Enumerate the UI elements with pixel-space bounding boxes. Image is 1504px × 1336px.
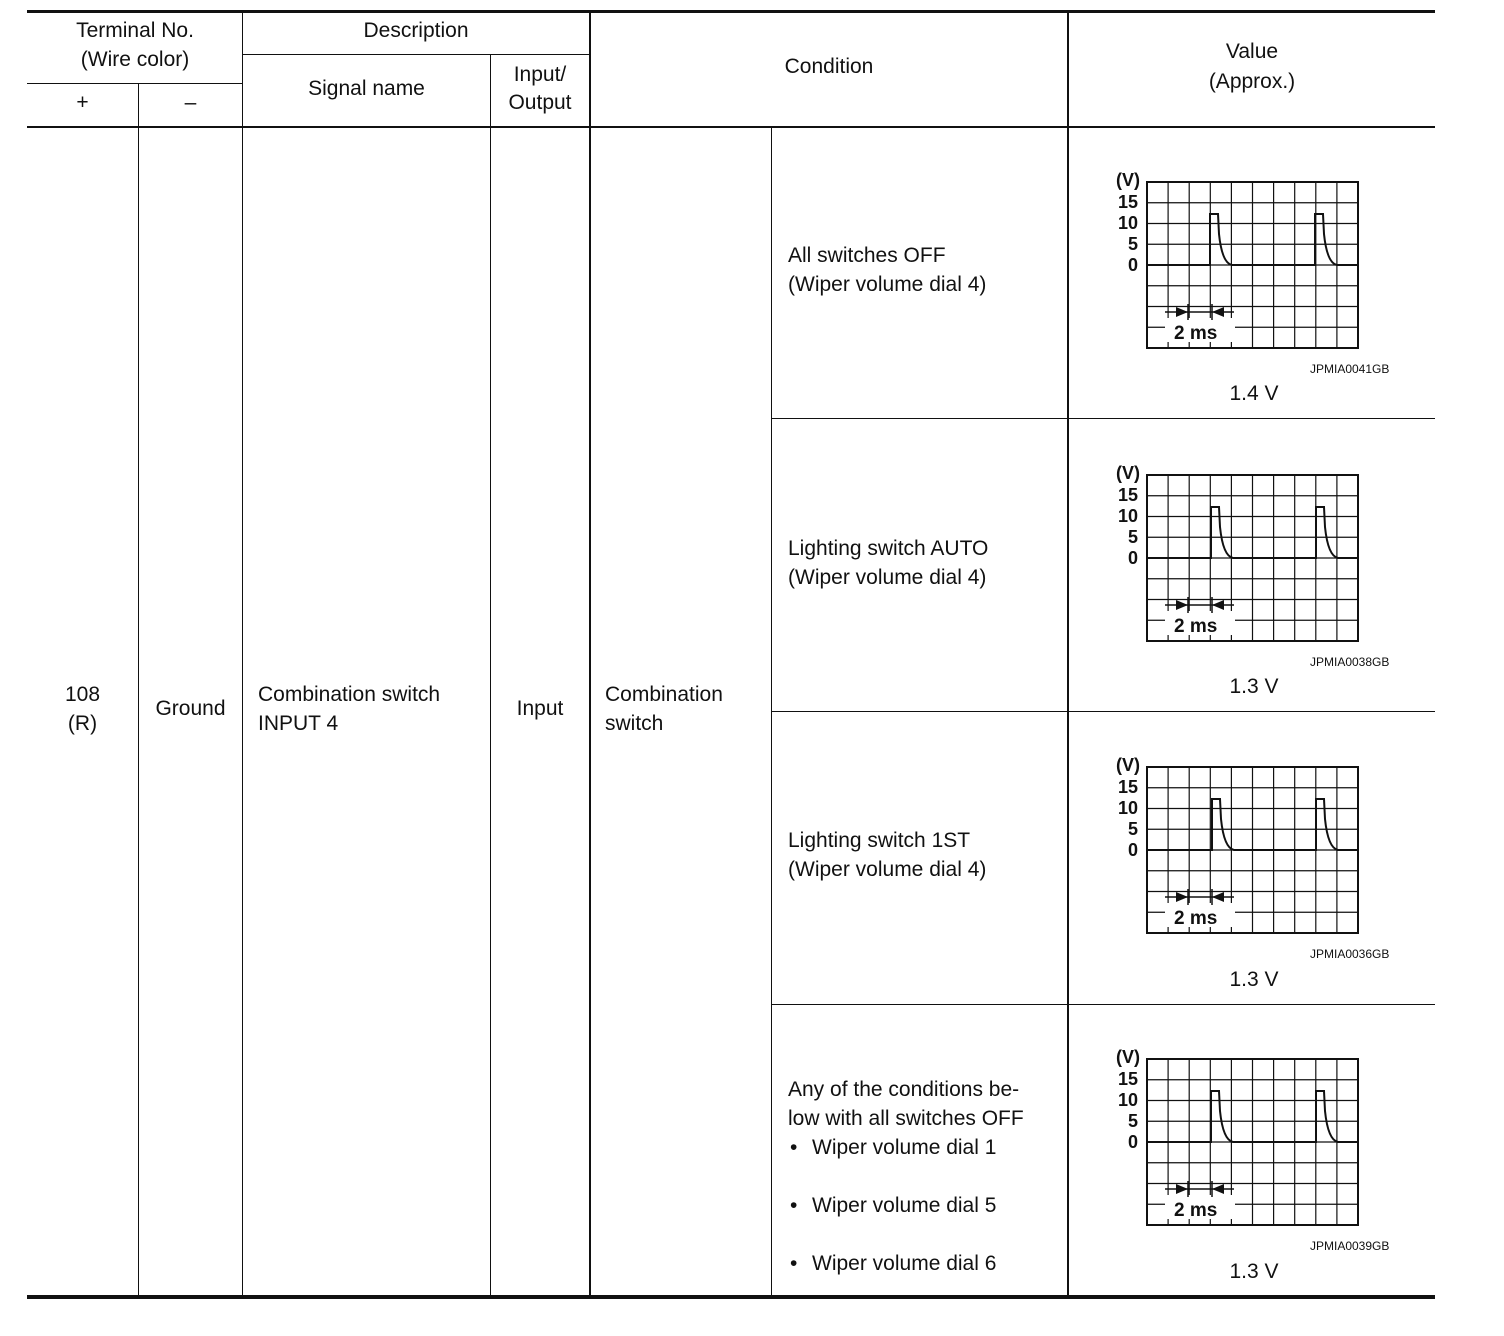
scope-1-tick-0: 0: [1128, 255, 1139, 275]
scope-4-unit: (V): [1116, 1047, 1140, 1067]
header-signal-name: Signal name: [308, 77, 425, 100]
scope-4-tick-0: 0: [1128, 1132, 1139, 1152]
table-top-border: [27, 10, 1435, 13]
scope-3-unit: (V): [1116, 755, 1140, 775]
header-wire-color: (Wire color): [80, 48, 190, 71]
header-terminal-no: Terminal No.: [76, 19, 194, 42]
table-bottom-border: [27, 1295, 1435, 1299]
row-divider-2: [772, 711, 1435, 712]
waveform-graphic-2: [1110, 461, 1410, 661]
oscilloscope-figure-1: [1110, 168, 1410, 408]
col-divider-plus-minus: [138, 84, 139, 1297]
scope-1-tick-5: 5: [1128, 234, 1139, 254]
condition-main-line2: switch: [605, 712, 664, 735]
scope-3-tick-10: 10: [1118, 798, 1139, 818]
sub-condition-2-line1: Lighting switch AUTO: [788, 537, 989, 560]
scope-2-tick-5: 5: [1128, 527, 1139, 547]
minus-terminal: Ground: [155, 697, 226, 720]
time-scale-arrow-right: [1176, 1184, 1188, 1194]
header-minus: –: [184, 91, 197, 114]
header-approx: (Approx.): [1208, 70, 1296, 93]
col-divider-description-condition: [589, 12, 591, 1297]
time-scale-arrow-left: [1212, 892, 1224, 902]
scope-2-time-scale: 2 ms: [1174, 616, 1218, 637]
header-description: Description: [363, 19, 469, 42]
scope-4-tick-5: 5: [1128, 1111, 1139, 1131]
time-scale-arrow-left: [1212, 307, 1224, 317]
scope-2-figure-id: JPMIA0038GB: [1310, 655, 1390, 669]
sub-condition-4-bullet-1: • Wiper volume dial 1: [788, 1133, 1504, 1162]
value-2: 1.3 V: [1229, 675, 1279, 698]
scope-4-figure-id: JPMIA0039GB: [1310, 1239, 1390, 1253]
io-value: Input: [516, 697, 564, 720]
sub-condition-4-bullet-3: • Wiper volume dial 6: [788, 1249, 1504, 1278]
header-value: Value: [1225, 40, 1279, 63]
row-divider-3: [772, 1004, 1435, 1005]
time-scale-arrow-left: [1212, 600, 1224, 610]
col-divider-terminal-description: [242, 12, 243, 1297]
waveform-graphic-3: [1110, 753, 1410, 953]
oscilloscope-figure-4: [1110, 1045, 1410, 1285]
header-condition: Condition: [784, 55, 874, 78]
value-1: 1.4 V: [1229, 382, 1279, 405]
scope-3-tick-0: 0: [1128, 840, 1139, 860]
scope-4-time-scale: 2 ms: [1174, 1200, 1218, 1221]
time-scale-arrow-right: [1176, 892, 1188, 902]
sub-condition-4-line1: Any of the conditions be-: [788, 1078, 1020, 1101]
time-scale-arrow-right: [1176, 307, 1188, 317]
scope-4-tick-15: 15: [1118, 1069, 1139, 1089]
terminal-wire-color: (R): [67, 712, 98, 735]
col-divider-condition-value: [1067, 12, 1069, 1297]
waveform-graphic-1: [1110, 168, 1410, 368]
sub-condition-2-line2: (Wiper volume dial 4): [788, 566, 987, 589]
scope-2-tick-0: 0: [1128, 548, 1139, 568]
scope-1-figure-id: JPMIA0041GB: [1310, 362, 1390, 376]
sub-condition-1-line1: All switches OFF: [788, 244, 946, 267]
col-divider-signal-io: [490, 55, 491, 1297]
header-plus: +: [76, 91, 89, 114]
scope-4-tick-10: 10: [1118, 1090, 1139, 1110]
oscilloscope-figure-2: [1110, 461, 1410, 701]
time-scale-arrow-right: [1176, 600, 1188, 610]
header-input: Input/: [513, 63, 567, 86]
scope-2-tick-15: 15: [1118, 485, 1139, 505]
sub-condition-1-line2: (Wiper volume dial 4): [788, 273, 987, 296]
row-divider-1: [772, 418, 1435, 419]
header-output: Output: [508, 91, 572, 114]
value-4: 1.3 V: [1229, 1260, 1279, 1283]
scope-1-tick-15: 15: [1118, 192, 1139, 212]
value-3: 1.3 V: [1229, 968, 1279, 991]
header-divider-description: [243, 54, 589, 55]
oscilloscope-figure-3: [1110, 753, 1410, 993]
col-divider-condition-sub: [771, 127, 772, 1297]
scope-3-time-scale: 2 ms: [1174, 908, 1218, 929]
terminal-number: 108: [64, 683, 101, 706]
signal-name-line1: Combination switch: [258, 683, 441, 706]
condition-main-line1: Combination: [605, 683, 723, 706]
sub-condition-4-bullet-2: • Wiper volume dial 5: [788, 1191, 1504, 1220]
waveform-graphic-4: [1110, 1045, 1410, 1245]
sub-condition-4-line2: low with all switches OFF: [788, 1107, 1024, 1130]
scope-1-unit: (V): [1116, 170, 1140, 190]
time-scale-arrow-left: [1212, 1184, 1224, 1194]
sub-condition-3-line1: Lighting switch 1ST: [788, 829, 971, 852]
scope-1-time-scale: 2 ms: [1174, 323, 1218, 344]
scope-2-unit: (V): [1116, 463, 1140, 483]
scope-3-tick-5: 5: [1128, 819, 1139, 839]
sub-condition-3-line2: (Wiper volume dial 4): [788, 858, 987, 881]
scope-1-tick-10: 10: [1118, 213, 1139, 233]
header-divider-terminal: [27, 83, 243, 84]
header-bottom-border: [27, 126, 1435, 128]
scope-2-tick-10: 10: [1118, 506, 1139, 526]
scope-3-figure-id: JPMIA0036GB: [1310, 947, 1390, 961]
signal-name-line2: INPUT 4: [258, 712, 339, 735]
scope-3-tick-15: 15: [1118, 777, 1139, 797]
